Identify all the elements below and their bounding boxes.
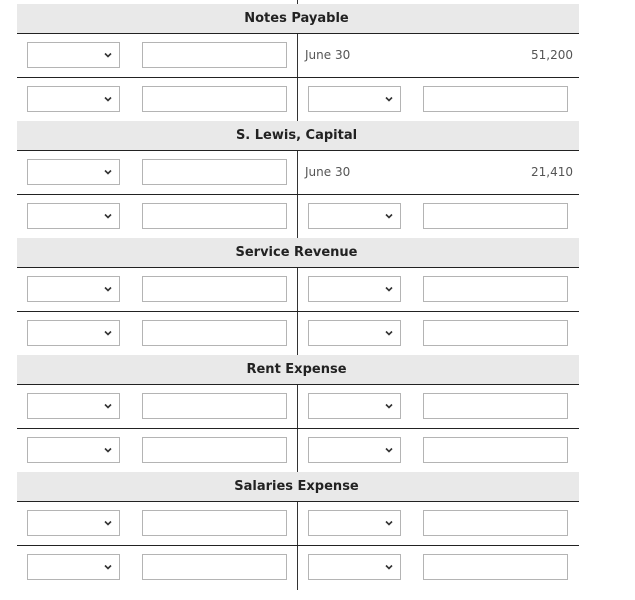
- debit-date-select[interactable]: [27, 320, 120, 346]
- credit-amount-input[interactable]: [423, 554, 568, 580]
- debit-date-select[interactable]: [27, 42, 120, 68]
- ledger-row: [17, 78, 579, 122]
- credit-date-select[interactable]: [308, 276, 401, 302]
- credit-amount-input[interactable]: [423, 276, 568, 302]
- debit-amount-input[interactable]: [142, 159, 287, 185]
- debit-amount-input[interactable]: [142, 393, 287, 419]
- debit-amount-input[interactable]: [142, 276, 287, 302]
- credit-date-select[interactable]: [308, 320, 401, 346]
- account-header-s-lewis-capital: [17, 121, 579, 151]
- t-account-divider: [297, 546, 298, 590]
- credit-amount-input[interactable]: [423, 86, 568, 112]
- credit-amount-input[interactable]: [423, 393, 568, 419]
- debit-amount-input[interactable]: [142, 320, 287, 346]
- debit-amount-input[interactable]: [142, 554, 287, 580]
- t-account-divider: [297, 78, 298, 121]
- ledger-row: [17, 312, 579, 356]
- credit-date-select[interactable]: [308, 510, 401, 536]
- chevron-down-icon: [103, 401, 113, 411]
- credit-amount-input[interactable]: [423, 437, 568, 463]
- t-account-divider: [297, 195, 298, 238]
- account-header-service-revenue: [17, 238, 579, 268]
- debit-date-select[interactable]: [27, 510, 120, 536]
- chevron-down-icon: [384, 401, 394, 411]
- debit-amount-input[interactable]: [142, 510, 287, 536]
- debit-date-select[interactable]: [27, 276, 120, 302]
- chevron-down-icon: [103, 211, 113, 221]
- debit-date-select[interactable]: [27, 554, 120, 580]
- credit-date-select[interactable]: [308, 86, 401, 112]
- account-header-notes-payable: [17, 4, 579, 34]
- credit-amount-input[interactable]: [423, 320, 568, 346]
- chevron-down-icon: [103, 445, 113, 455]
- credit-date-text: June 30: [305, 48, 351, 62]
- t-account-divider: [297, 502, 298, 545]
- debit-date-select[interactable]: [27, 86, 120, 112]
- account-title: Rent Expense: [246, 362, 347, 377]
- debit-date-select[interactable]: [27, 159, 120, 185]
- chevron-down-icon: [103, 284, 113, 294]
- chevron-down-icon: [384, 562, 394, 572]
- chevron-down-icon: [384, 94, 394, 104]
- ledger-row: [17, 429, 579, 473]
- debit-amount-input[interactable]: [142, 437, 287, 463]
- t-account-divider: [297, 268, 298, 311]
- t-account-divider: [297, 34, 298, 77]
- debit-date-select[interactable]: [27, 437, 120, 463]
- credit-date-select[interactable]: [308, 554, 401, 580]
- debit-amount-input[interactable]: [142, 42, 287, 68]
- ledger-row: [17, 195, 579, 239]
- chevron-down-icon: [384, 445, 394, 455]
- ledger-row: [17, 385, 579, 429]
- credit-amount-text: 21,410: [531, 165, 573, 179]
- account-title: Service Revenue: [235, 245, 358, 260]
- debit-amount-input[interactable]: [142, 86, 287, 112]
- debit-date-select[interactable]: [27, 203, 120, 229]
- debit-date-select[interactable]: [27, 393, 120, 419]
- credit-amount-input[interactable]: [423, 510, 568, 536]
- debit-amount-input[interactable]: [142, 203, 287, 229]
- chevron-down-icon: [103, 562, 113, 572]
- chevron-down-icon: [103, 50, 113, 60]
- account-header-salaries-expense: [17, 472, 579, 502]
- account-title: Salaries Expense: [234, 479, 359, 494]
- credit-date-select[interactable]: [308, 393, 401, 419]
- chevron-down-icon: [384, 328, 394, 338]
- chevron-down-icon: [384, 518, 394, 528]
- t-account-divider: [297, 385, 298, 428]
- account-title: S. Lewis, Capital: [235, 128, 358, 143]
- t-account-divider: [297, 312, 298, 355]
- chevron-down-icon: [103, 167, 113, 177]
- t-account-divider: [297, 151, 298, 194]
- ledger-row: [17, 34, 579, 78]
- chevron-down-icon: [384, 284, 394, 294]
- ledger-row: [17, 268, 579, 312]
- credit-date-select[interactable]: [308, 203, 401, 229]
- chevron-down-icon: [103, 328, 113, 338]
- credit-amount-text: 51,200: [531, 48, 573, 62]
- account-header-rent-expense: [17, 355, 579, 385]
- ledger-row: [17, 546, 579, 590]
- credit-amount-input[interactable]: [423, 203, 568, 229]
- chevron-down-icon: [103, 518, 113, 528]
- chevron-down-icon: [103, 94, 113, 104]
- t-account-divider: [297, 429, 298, 472]
- account-title: Notes Payable: [244, 11, 349, 26]
- credit-date-select[interactable]: [308, 437, 401, 463]
- chevron-down-icon: [384, 211, 394, 221]
- credit-date-text: June 30: [305, 165, 351, 179]
- ledger-row: [17, 151, 579, 195]
- ledger-row: [17, 502, 579, 546]
